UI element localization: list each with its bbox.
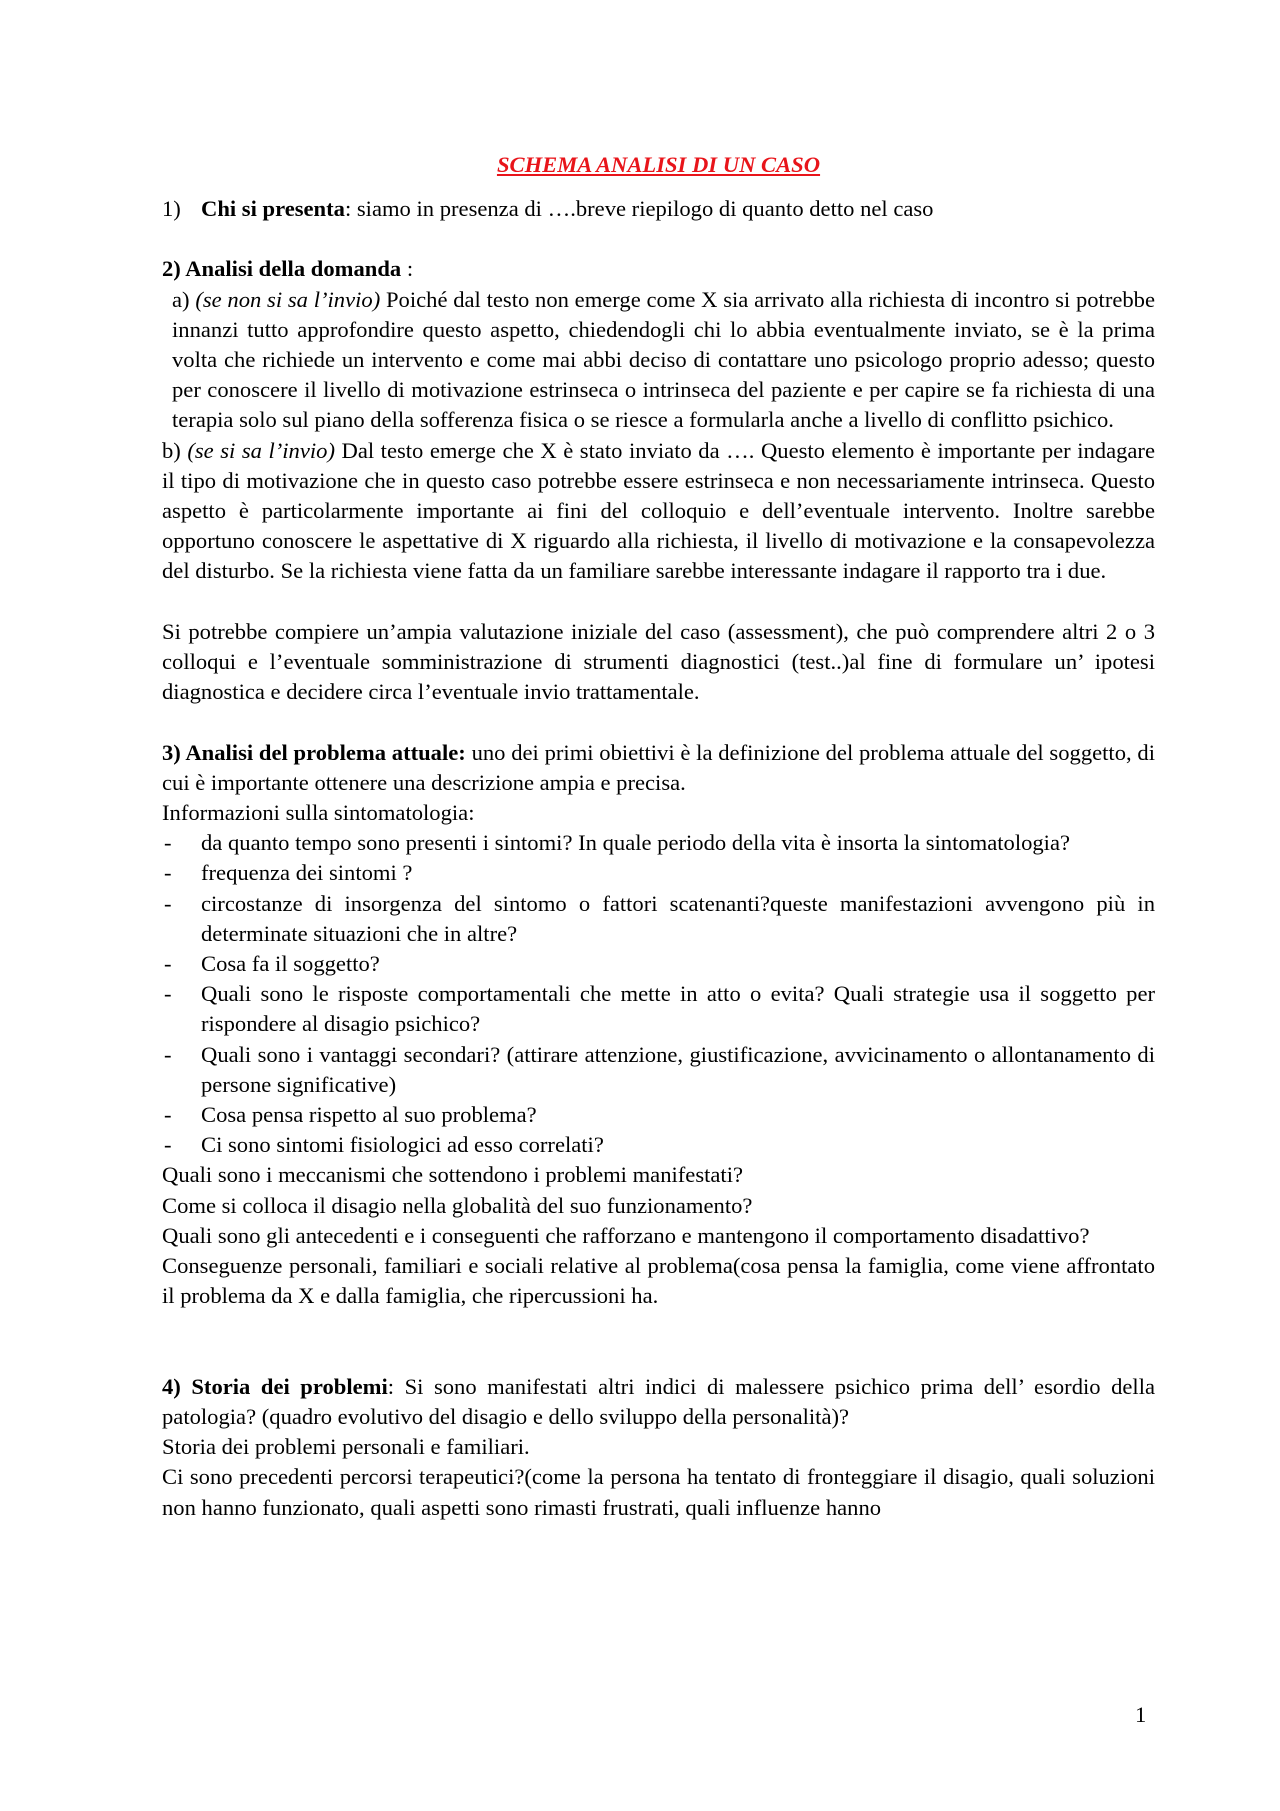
list-item: - Cosa pensa rispetto al suo problema? <box>162 1100 1155 1130</box>
section-1-heading: Chi si presenta <box>201 196 345 221</box>
section-3-info-label: Informazioni sulla sintomatologia: <box>162 800 475 826</box>
section-3-question-3: Quali sono gli antecedenti e i conseguenti che rafforzano e mantengono il comportamento disadattivo? <box>162 1222 1090 1248</box>
symptom-question-list <box>162 828 1155 1160</box>
list-item: - Quali sono le risposte comportamentali che mette in atto o evita? Quali strategie usa il soggetto per rispondere al disagio psichico? <box>162 979 1155 1039</box>
section-2-assessment-paragraph: Si potrebbe compiere un’ampia valutazione iniziale del caso (assessment), che può comprendere altri 2 o 3 colloqui e l’eventuale somministrazione di strumenti diagnostici (test..)al fine di formulare un’ ipotesi diagnostica e decidere circa l’eventuale invio trattamentale. <box>162 618 1155 705</box>
list-item: - Quali sono i vantaggi secondari? (attirare attenzione, giustificazione, avvicinamento o allontanamento di persone significative) <box>162 1040 1155 1100</box>
section-2-paragraph-b: b) (se si sa l’invio) Dal testo emerge che X è stato inviato da …. Questo elemento è importante per indagare il tipo di motivazione che in questo caso potrebbe essere estrinseca e non necessariamente intrinseca. Questo aspetto è particolarmente importante ai fini del colloquio e dell’eventuale intervento. Inoltre sarebbe opportuno conoscere le aspettative di X riguardo alla richiesta, il livello di motivazione e la consapevolezza del disturbo. Se la richiesta viene fatta da un familiare sarebbe interessante indagare il rapporto tra i due. <box>162 437 1155 584</box>
section-1-number: 1) <box>162 196 181 221</box>
section-2-heading-line: 2) Analisi della domanda : <box>162 256 414 282</box>
section-4-heading: 4) Storia dei problemi <box>162 1373 388 1399</box>
section-2-a-condition: (se non si sa l’invio) <box>195 286 381 312</box>
section-3-question-4: Conseguenze personali, familiari e sociali relative al problema(cosa pensa la famiglia, come viene affrontato il problema da X e dalla famiglia, che ripercussioni ha. <box>162 1253 1155 1309</box>
section-2-b-condition: (se si sa l’invio) <box>187 437 335 463</box>
list-item: - frequenza dei sintomi ? <box>162 858 1155 888</box>
section-3-question-1: Quali sono i meccanismi che sottendono i problemi manifestati? <box>162 1162 744 1188</box>
page-number: 1 <box>1135 1702 1147 1727</box>
section-2-heading: 2) Analisi della domanda <box>162 256 402 282</box>
list-item: - circostanze di insorgenza del sintomo o fattori scatenanti?queste manifestazioni avvengono più in determinate situazioni che in altre? <box>162 889 1155 949</box>
section-3-question-2: Come si colloca il disagio nella globalità del suo funzionamento? <box>162 1192 753 1218</box>
section-4-intro: 4) Storia dei problemi: Si sono manifestati altri indici di malessere psichico prima dell’ esordio della patologia? (quadro evolutivo del disagio e dello sviluppo della personalità)? <box>162 1373 1156 1430</box>
section-1 <box>162 194 1155 224</box>
section-3-intro: 3) Analisi del problema attuale: uno dei primi obiettivi è la definizione del problema attuale del soggetto, di cui è importante ottenere una descrizione ampia e precisa. <box>162 739 1155 795</box>
list-item: - Ci sono sintomi fisiologici ad esso correlati? <box>162 1130 1155 1160</box>
section-4-line-2: Storia dei problemi personali e familiari. <box>162 1434 530 1460</box>
list-item: - da quanto tempo sono presenti i sintomi? In quale periodo della vita è insorta la sintomatologia? <box>162 828 1155 858</box>
section-1-text: : siamo in presenza di ….breve riepilogo di quanto detto nel caso <box>344 196 934 221</box>
section-3-heading: 3) Analisi del problema attuale: <box>162 739 466 765</box>
document-page <box>162 150 1155 1523</box>
list-item: - Cosa fa il soggetto? <box>162 949 1155 979</box>
section-2-paragraph-a: a) (se non si sa l’invio) Poiché dal testo non emerge come X sia arrivato alla richiesta di incontro si potrebbe innanzi tutto approfondire questo aspetto, chiedendogli chi lo abbia eventualmente inviato, se è la prima volta che richiede un intervento e come mai abbi deciso di contattare uno psicologo proprio adesso; questo per conoscere il livello di motivazione estrinseca o intrinseca del paziente e per capire se fa richiesta di una terapia solo sul piano della sofferenza fisica o se riesce a formularla anche a livello di conflitto psichico. <box>172 286 1155 433</box>
section-4-line-3: Ci sono precedenti percorsi terapeutici?(come la persona ha tentato di fronteggiare il disagio, quali soluzioni non hanno funzionato, quali aspetti sono rimasti frustrati, quali influenze hanno <box>162 1464 1155 1520</box>
document-title: SCHEMA ANALISI DI UN CASO <box>496 152 821 177</box>
